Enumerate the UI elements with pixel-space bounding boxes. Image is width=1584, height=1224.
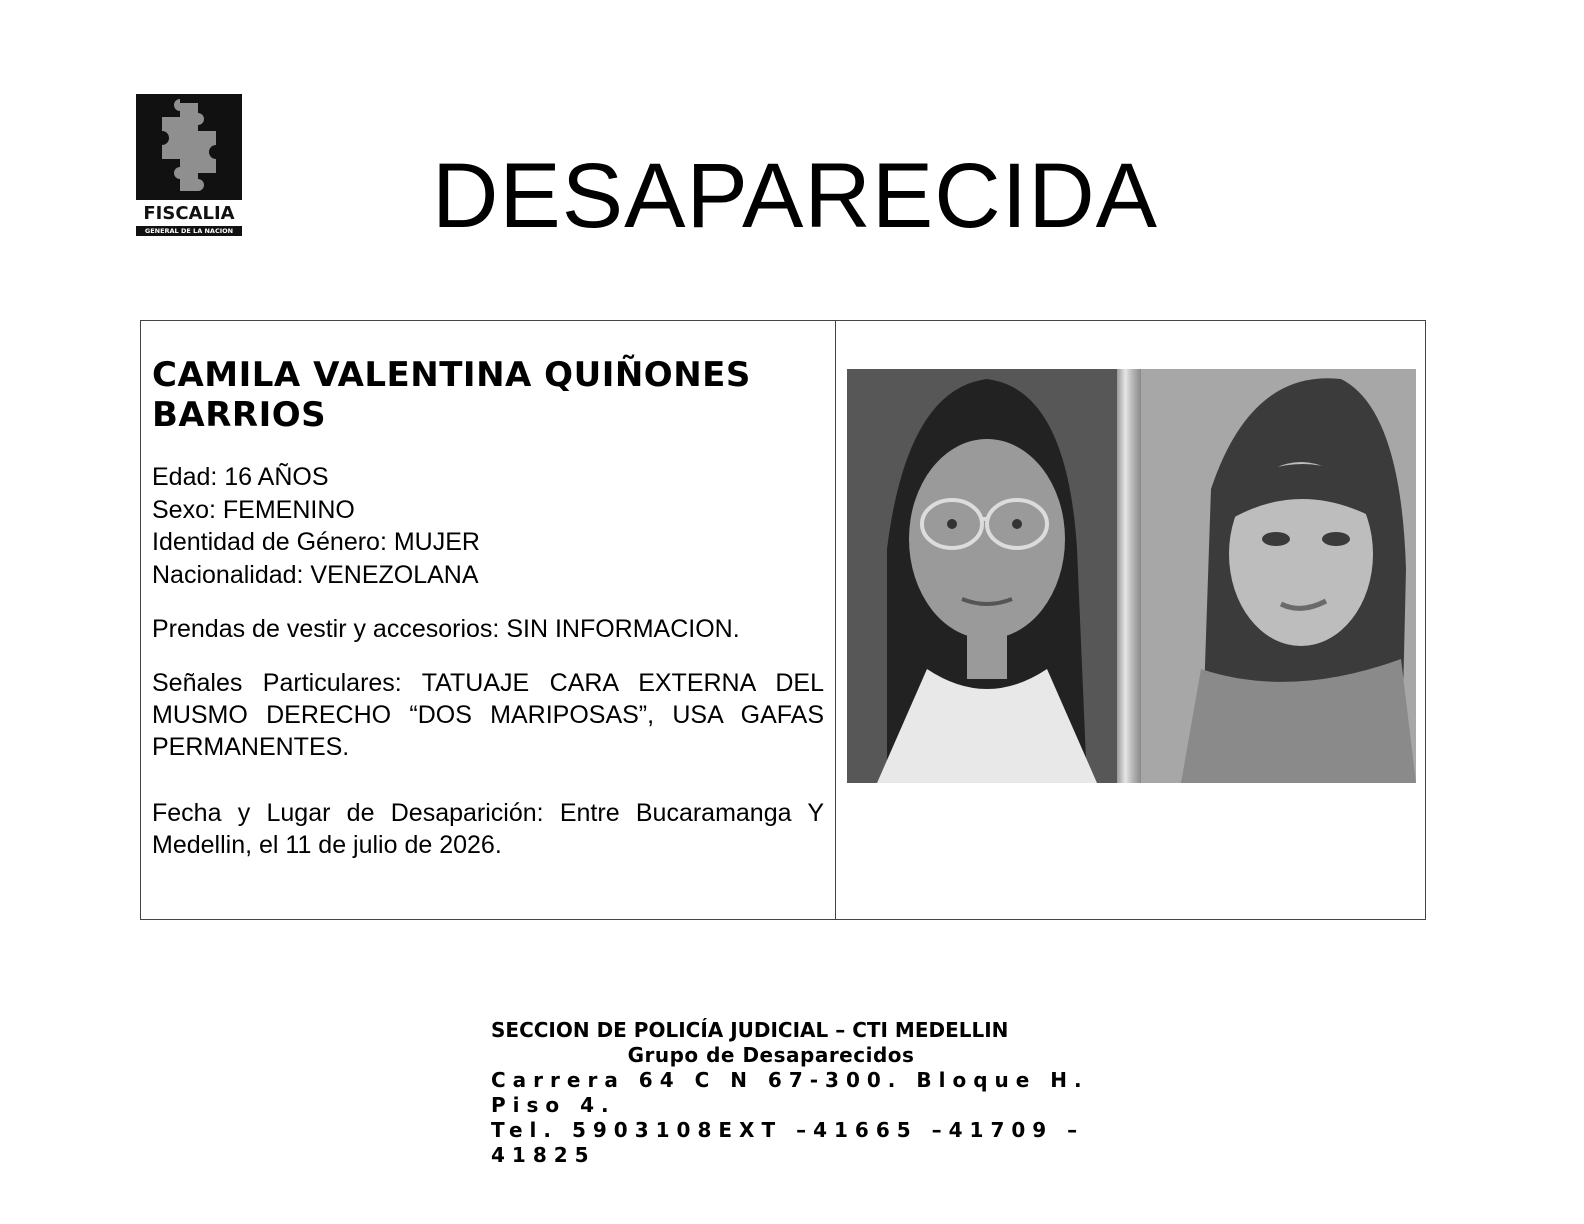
photo-right: [1141, 369, 1416, 783]
person-name: CAMILA VALENTINA QUIÑONES BARRIOS: [152, 355, 751, 435]
footer-address: Carrera 64 C N 67-300. Bloque H. Piso 4.: [491, 1068, 1089, 1117]
photo-cell: [836, 321, 1425, 919]
footer-contact: [491, 1018, 1111, 1168]
distinguishing-marks-field: Señales Particulares: TATUAJE CARA EXTERNA DEL MUSMO DERECHO “DOS MARIPOSAS”, USA GAFAS PERMANENTES.: [152, 669, 824, 761]
nationality-field: Nacionalidad: VENEZOLANA: [152, 560, 479, 589]
sex-field: Sexo: FEMENINO: [152, 495, 355, 524]
footer-phone: Tel. 5903108EXT –41665 –41709 –41825: [491, 1118, 1085, 1167]
puzzle-piece-icon: [136, 94, 242, 200]
disappearance-date-place-field: Fecha y Lugar de Desaparición: Entre Bucaramanga Y Medellin, el 11 de julio de 2026.: [152, 799, 824, 859]
page-title: DESAPARECIDA: [431, 145, 1159, 247]
logo-subtitle: GENERAL DE LA NACION: [136, 226, 242, 236]
missing-person-photos: [847, 369, 1416, 783]
person-info: [141, 321, 836, 919]
footer-section: SECCION DE POLICÍA JUDICIAL – CTI MEDELLIN: [491, 1018, 1009, 1042]
clothing-field: Prendas de vestir y accesorios: SIN INFORMACION.: [152, 615, 740, 643]
photo-divider: [1117, 369, 1141, 783]
gender-identity-field: Identidad de Género: MUJER: [152, 528, 480, 556]
photo-left: [847, 369, 1117, 783]
person-card: [140, 320, 1426, 920]
footer-group: Grupo de Desaparecidos: [627, 1043, 915, 1067]
fiscalia-logo: [136, 94, 242, 242]
age-field: Edad: 16 AÑOS: [152, 463, 329, 491]
logo-wordmark: FISCALIA: [143, 203, 235, 224]
